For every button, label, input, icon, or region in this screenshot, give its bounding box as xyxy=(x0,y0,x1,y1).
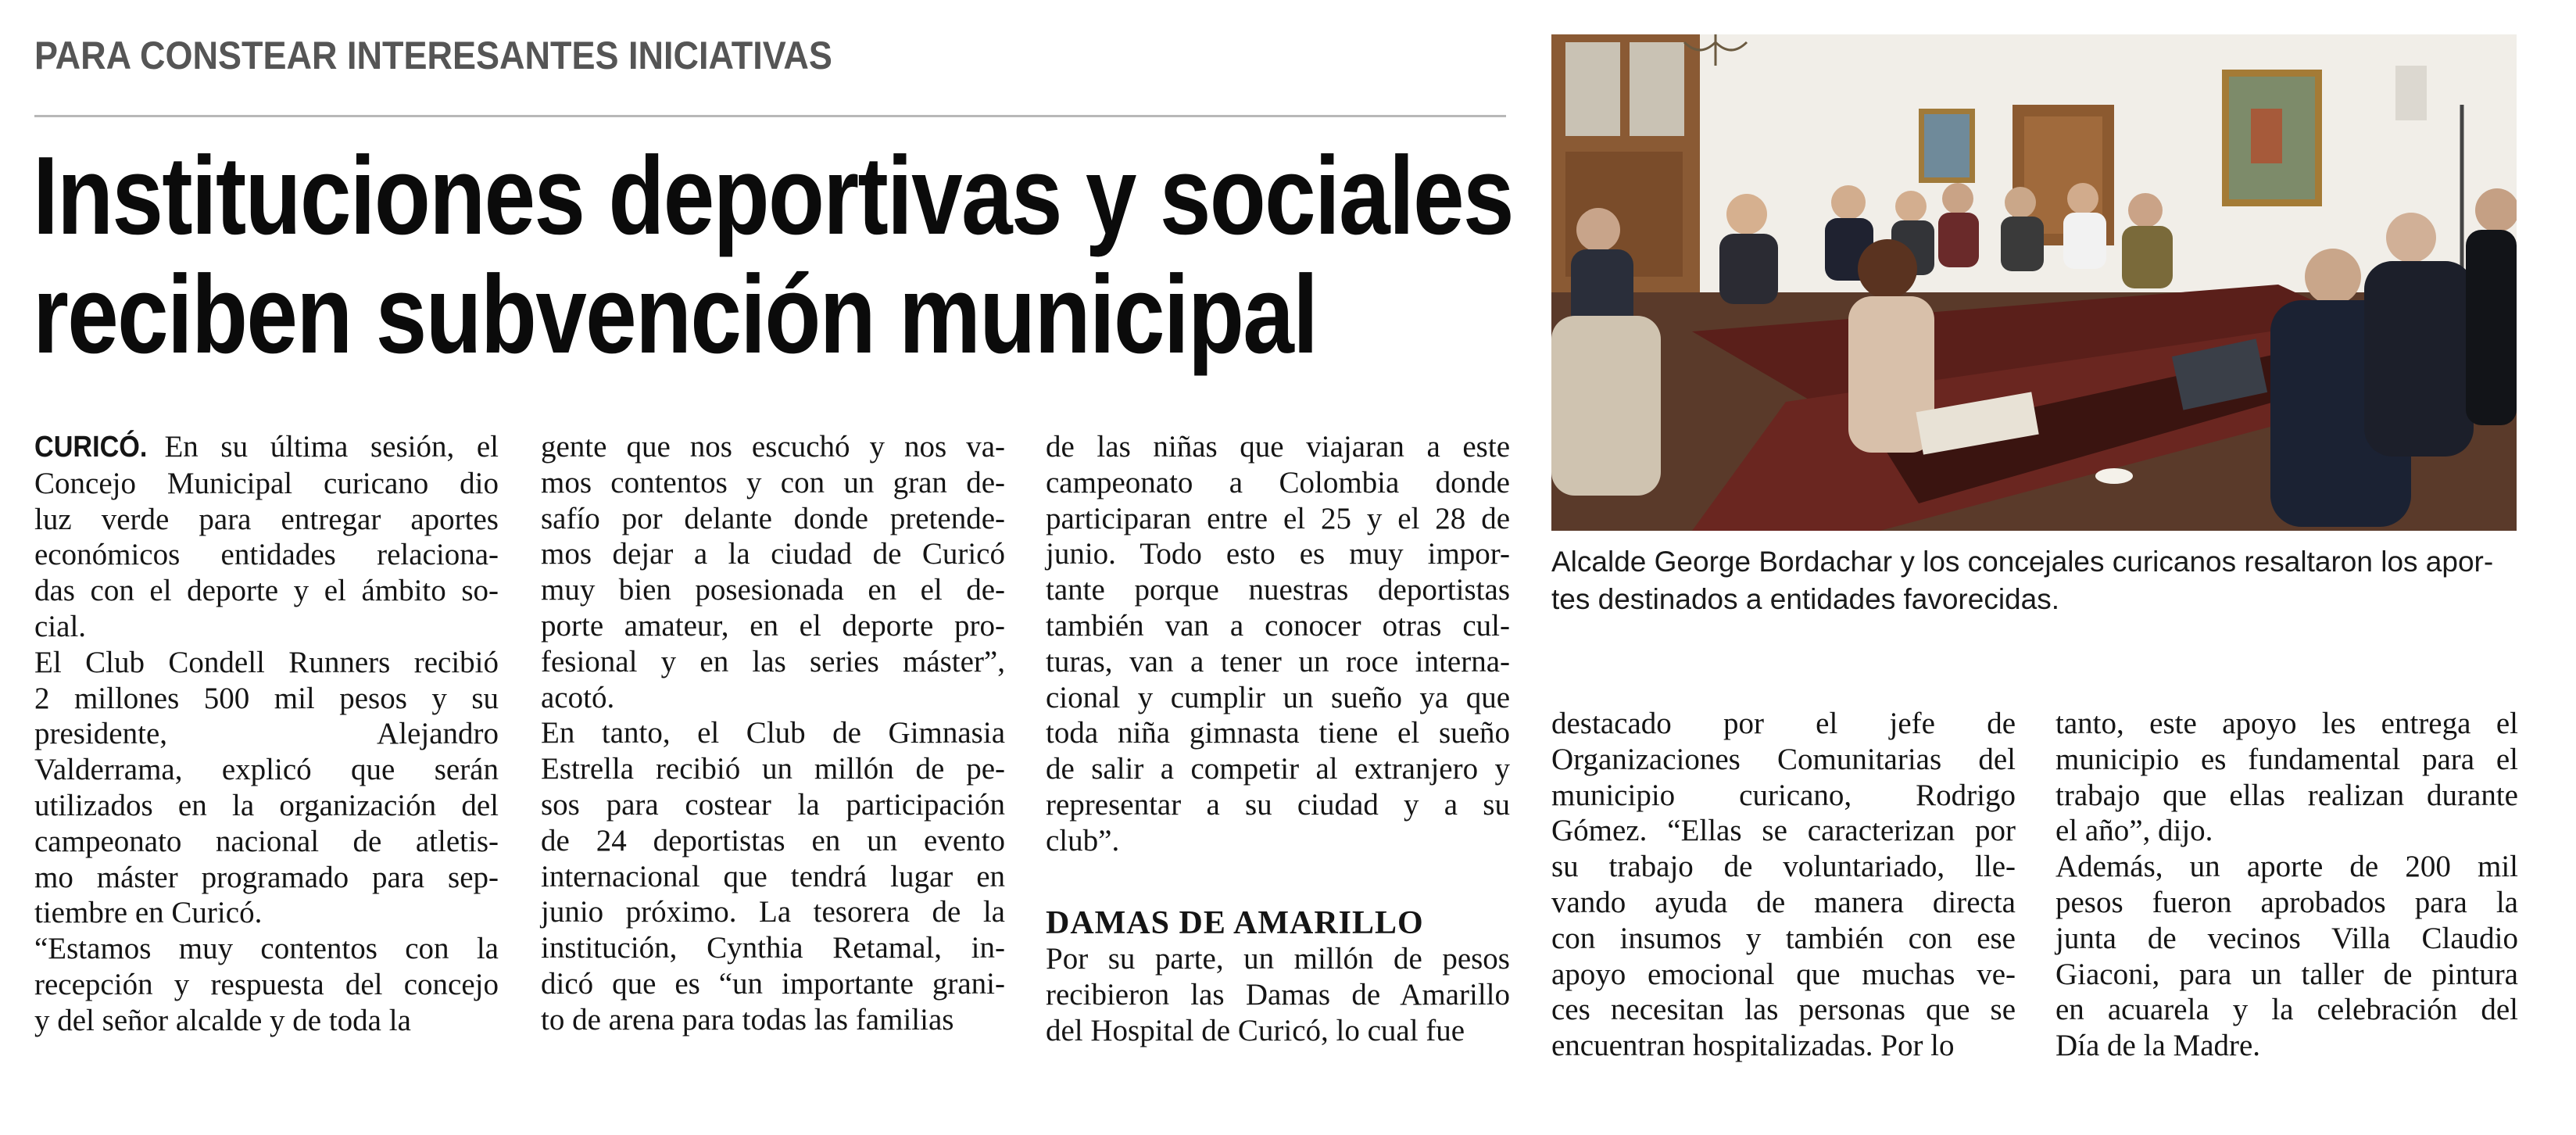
text-line: su trabajo de voluntariado, lle- xyxy=(1551,850,2016,884)
text-line: cial. xyxy=(34,609,87,643)
text-line: vando ayuda de manera directa xyxy=(1551,885,2016,919)
text-line: tante porque nuestras deportistas xyxy=(1046,573,1510,607)
text-line: junta de vecinos Villa Claudio xyxy=(2055,921,2518,955)
text-line: participaran entre el 25 y el 28 de xyxy=(1046,501,1510,535)
text-line: el año”, dijo. xyxy=(2055,814,2213,848)
text-line: campeonato nacional de atletis- xyxy=(34,824,499,858)
article-column-1 xyxy=(34,429,499,1039)
text-line: sos para costear la participación xyxy=(541,787,1005,822)
text-line: to de arena para todas las familias xyxy=(541,1002,954,1037)
text-line: institución, Cynthia Retamal, in- xyxy=(541,931,1005,965)
headline-line-2: reciben subvención municipal xyxy=(33,252,1318,377)
kicker: PARA CONSTEAR INTERESANTES INICIATIVAS xyxy=(34,34,832,77)
text-line: El Club Condell Runners recibió xyxy=(34,645,499,679)
text-line: destacado por el jefe de xyxy=(1551,707,2016,740)
article-column-2 xyxy=(541,429,1005,1038)
text-line: también van a conocer otras cul- xyxy=(1046,608,1510,643)
section-subhead: DAMAS DE AMARILLO xyxy=(1046,904,1424,941)
article-column-5 xyxy=(2055,706,2518,1064)
text-line: tiembre en Curicó. xyxy=(34,896,263,930)
text-line: encuentran hospitalizadas. Por lo xyxy=(1551,1029,1955,1063)
text-line: gente que nos escuchó y nos va- xyxy=(541,430,1005,464)
text-line: turas, van a tener un roce interna- xyxy=(1046,644,1510,678)
text-line: Por su parte, un millón de pesos xyxy=(1046,942,1510,976)
text-line: Organizaciones Comunitarias del xyxy=(1551,742,2016,776)
text-line: mo máster programado para sep- xyxy=(34,860,499,894)
text-line: representar a su ciudad y a su xyxy=(1046,787,1510,822)
text-line: internacional que tendrá lugar en xyxy=(541,859,1005,893)
text-line: Valderrama, explicó que serán xyxy=(34,753,499,787)
text-line: recepción y respuesta del concejo xyxy=(34,967,499,1001)
article-column-4 xyxy=(1551,706,2016,1064)
text-line: del Hospital de Curicó, lo cual fue xyxy=(1046,1013,1465,1047)
article-column-3 xyxy=(1046,429,1510,1049)
text-line: trabajo que ellas realizan durante xyxy=(2055,778,2518,812)
text-line: tanto, este apoyo les entrega el xyxy=(2055,707,2518,740)
text-line: y del señor alcalde y de toda la xyxy=(34,1003,411,1037)
text-line: dicó que es “un importante grani- xyxy=(541,966,1005,1001)
text-line: junio próximo. La tesorera de la xyxy=(541,895,1005,929)
text-line: Día de la Madre. xyxy=(2055,1029,2261,1063)
text-line: de las niñas que viajaran a este xyxy=(1046,430,1510,464)
caption-line-1: Alcalde George Bordachar y los concejales curicanos resaltaron los apor- xyxy=(1551,546,2494,578)
text-line-content: En su última sesión, el xyxy=(164,430,499,464)
text-line: acotó. xyxy=(541,680,615,714)
text-line: presidente, Alejandro xyxy=(34,717,499,751)
text-line: en acuarela y la celebración del xyxy=(2055,993,2518,1027)
headline xyxy=(33,134,1513,377)
text-line: recibieron las Damas de Amarillo xyxy=(1046,978,1510,1012)
text-line xyxy=(34,429,499,466)
text-line: municipio curicano, Rodrigo xyxy=(1551,778,2016,812)
text-line: porte amateur, en el deporte pro- xyxy=(541,608,1005,643)
headline-line-1: Instituciones deportivas y sociales xyxy=(33,134,1513,258)
text-line: pesos fueron aprobados para la xyxy=(2055,885,2518,919)
text-line: con insumos y también con ese xyxy=(1551,921,2016,955)
text-line: Concejo Municipal curicano dio xyxy=(34,466,499,500)
text-line: mos dejar a la ciudad de Curicó xyxy=(541,537,1005,571)
text-line: luz verde para entregar aportes xyxy=(34,502,499,536)
kicker-rule xyxy=(34,115,1506,117)
text-line: ces necesitan las personas que se xyxy=(1551,993,2016,1027)
text-line: de 24 deportistas en un evento xyxy=(541,823,1005,858)
text-line: cional y cumplir un sueño ya que xyxy=(1046,680,1510,714)
text-line: safío por delante donde pretende- xyxy=(541,501,1005,535)
text-line: club”. xyxy=(1046,823,1120,858)
text-line: En tanto, el Club de Gimnasia xyxy=(541,716,1005,750)
text-line: muy bien posesionada en el de- xyxy=(541,573,1005,607)
council-session-photo xyxy=(1551,34,2517,531)
text-line: Estrella recibió un millón de pe- xyxy=(541,752,1005,786)
text-line: económicos entidades relaciona- xyxy=(34,538,499,572)
text-line: utilizados en la organización del xyxy=(34,788,499,822)
text-line: mos contentos y con un gran de- xyxy=(541,465,1005,499)
text-line: de salir a competir al extranjero y xyxy=(1046,752,1510,786)
text-line: Gómez. “Ellas se caracterizan por xyxy=(1551,814,2016,848)
text-line: Además, un aporte de 200 mil xyxy=(2055,850,2518,884)
text-line: junio. Todo esto es muy impor- xyxy=(1046,537,1510,571)
text-line: Giaconi, para un taller de pintura xyxy=(2055,957,2518,991)
photo-caption xyxy=(1551,543,2521,618)
text-line: fesional y en las series máster”, xyxy=(541,644,1005,678)
caption-line-2: tes destinados a entidades favorecidas. xyxy=(1551,583,2059,615)
text-line: 2 millones 500 mil pesos y su xyxy=(34,681,499,715)
text-line: apoyo emocional que muchas ve- xyxy=(1551,957,2016,991)
text-line: “Estamos muy contentos con la xyxy=(34,932,499,966)
text-line: toda niña gimnasta tiene el sueño xyxy=(1046,716,1510,750)
dateline: CURICÓ. xyxy=(34,431,148,464)
text-line: das con el deporte y el ámbito so- xyxy=(34,574,499,608)
text-line: municipio es fundamental para el xyxy=(2055,742,2518,776)
text-line: campeonato a Colombia donde xyxy=(1046,465,1510,499)
